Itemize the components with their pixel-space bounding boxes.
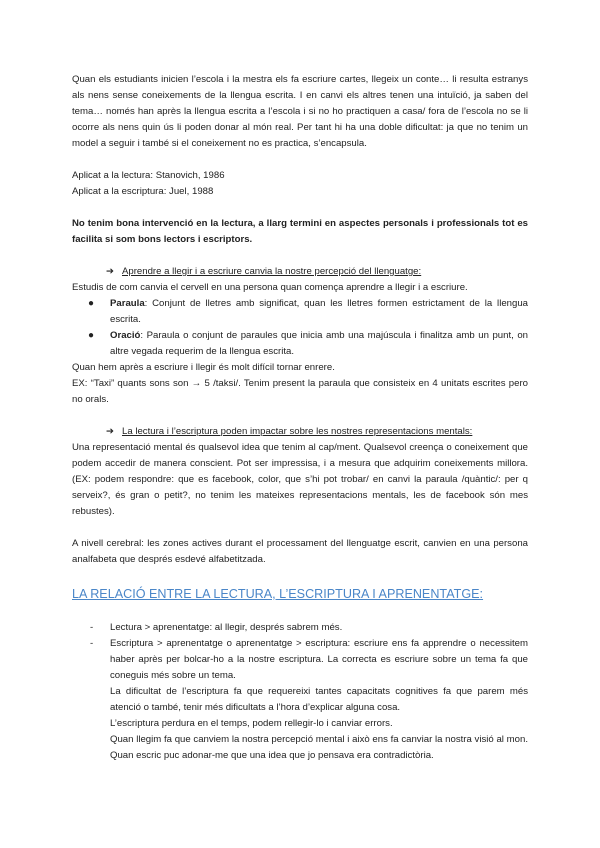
section1-after1: Quan hem après a escriure i llegir és molt difícil tornar enrere. <box>72 362 335 373</box>
list-item <box>72 620 528 636</box>
arrow-icon: ➔ <box>106 266 115 277</box>
bold-statement: No tenim bona intervenció en la lectura, a llarg termini en aspectes personals i professionals tot es facilita si som bons lectors i escriptors. <box>72 218 528 245</box>
dash-marker: - <box>90 622 94 633</box>
document-page <box>72 72 528 764</box>
section2-title: La lectura i l’escriptura poden impactar sobre les nostres representacions mentals: <box>122 426 473 437</box>
cerebral-paragraph: A nivell cerebral: les zones actives durant el processament del llenguatge escrit, canvien en una persona analfabeta que després esdevé alfabetitzada. <box>72 538 528 565</box>
continuation-1: La dificultat de l’escriptura fa que requereixi tantes capacitats cognitives fa que parem més atenció o també, tenir més dificultats a l’hora d’explicar alguna cosa. <box>110 686 528 713</box>
definition-list <box>72 296 528 360</box>
section3-heading: LA RELACIÓ ENTRE LA LECTURA, L’ESCRIPTURA I APRENENTATGE: <box>72 587 484 601</box>
definition: : Conjunt de lletres amb significat, quan les lletres formen estrictament de la llengua escrita. <box>110 298 528 325</box>
relation-list <box>72 620 528 684</box>
section1-heading <box>72 264 528 280</box>
list-item <box>72 328 528 360</box>
section1-title: Aprendre a llegir i a escriure canvia la nostre percepció del llenguatge: <box>122 266 422 277</box>
list-item <box>72 296 528 328</box>
arrow-icon: ➔ <box>106 426 115 437</box>
section1-after2: EX: “Taxi” quants sons son → 5 /taksi/. Tenim present la paraula que consisteix en 4 unitats escrites pero no orals. <box>72 378 528 405</box>
applied-writing: Aplicat a la escriptura: Juel, 1988 <box>72 186 214 197</box>
bullet-icon: ● <box>88 330 95 341</box>
applied-reading: Aplicat a la lectura: Stanovich, 1986 <box>72 170 225 181</box>
continuation-2: L’escriptura perdura en el temps, podem rellegir-lo i canviar errors. <box>110 718 393 729</box>
dash-marker: - <box>90 638 94 649</box>
continuation-3: Quan llegim fa que canviem la nostra percepció mental i això ens fa canviar la nostra visió al mon. Quan escric puc adonar-me que una idea que jo pensava era contradictòria. <box>110 734 528 761</box>
bullet-icon: ● <box>88 298 95 309</box>
section1-lead: Estudis de com canvia el cervell en una persona quan comença aprendre a llegir i a escriure. <box>72 282 468 293</box>
definition: : Paraula o conjunt de paraules que inicia amb una majúscula i finalitza amb un punt, on altre vegada requerim de la llengua escrita. <box>110 330 528 357</box>
term: Paraula <box>110 298 145 309</box>
list-item-text: Escriptura > aprenentatge o aprenentatge > escriptura: escriure ens fa apprendre o necessitem haber après per bolcar-ho a la nostre escriptura. La correcta es escriure sobre un tema fa que coneguis més sobre un tema. <box>110 638 528 681</box>
list-item <box>72 636 528 684</box>
list-item-text: Lectura > aprenentatge: al llegir, després sabrem més. <box>110 622 343 633</box>
term: Oració <box>110 330 141 341</box>
section2-body: Una representació mental és qualsevol idea que tenim al cap/ment. Qualsevol creença o coneixement que podem accedir de manera conscient. Pot ser impressisa, i a mesura que adquirim coneixements millora. (EX: podem respondre: que es facebook, color, que s’hi pot trobar/ en canvi la paraula /quàntic/: per q serveix?, és gran o petit?, no tenim les mateixes representacions mentals, les de facebook són mes rebustes). <box>72 442 528 517</box>
section2-heading <box>72 424 528 440</box>
intro-paragraph: Quan els estudiants inicien l’escola i la mestra els fa escriure cartes, llegeix un conte… li resulta estranys als nens sense coneixements de la llengua escrita. I en canvi els altres tenen una intuïció, ja saben del tema… només han après la llengua escrita a l’escola i si no ho practiquen a casa/ fora de l’escola no se li ocorre als nens quin ús li poden donar al món real. Per tant hi ha una doble dificultat: ja que no tenim un model a seguir i també si el coneixement no es practica, s’encapsula. <box>72 74 528 149</box>
